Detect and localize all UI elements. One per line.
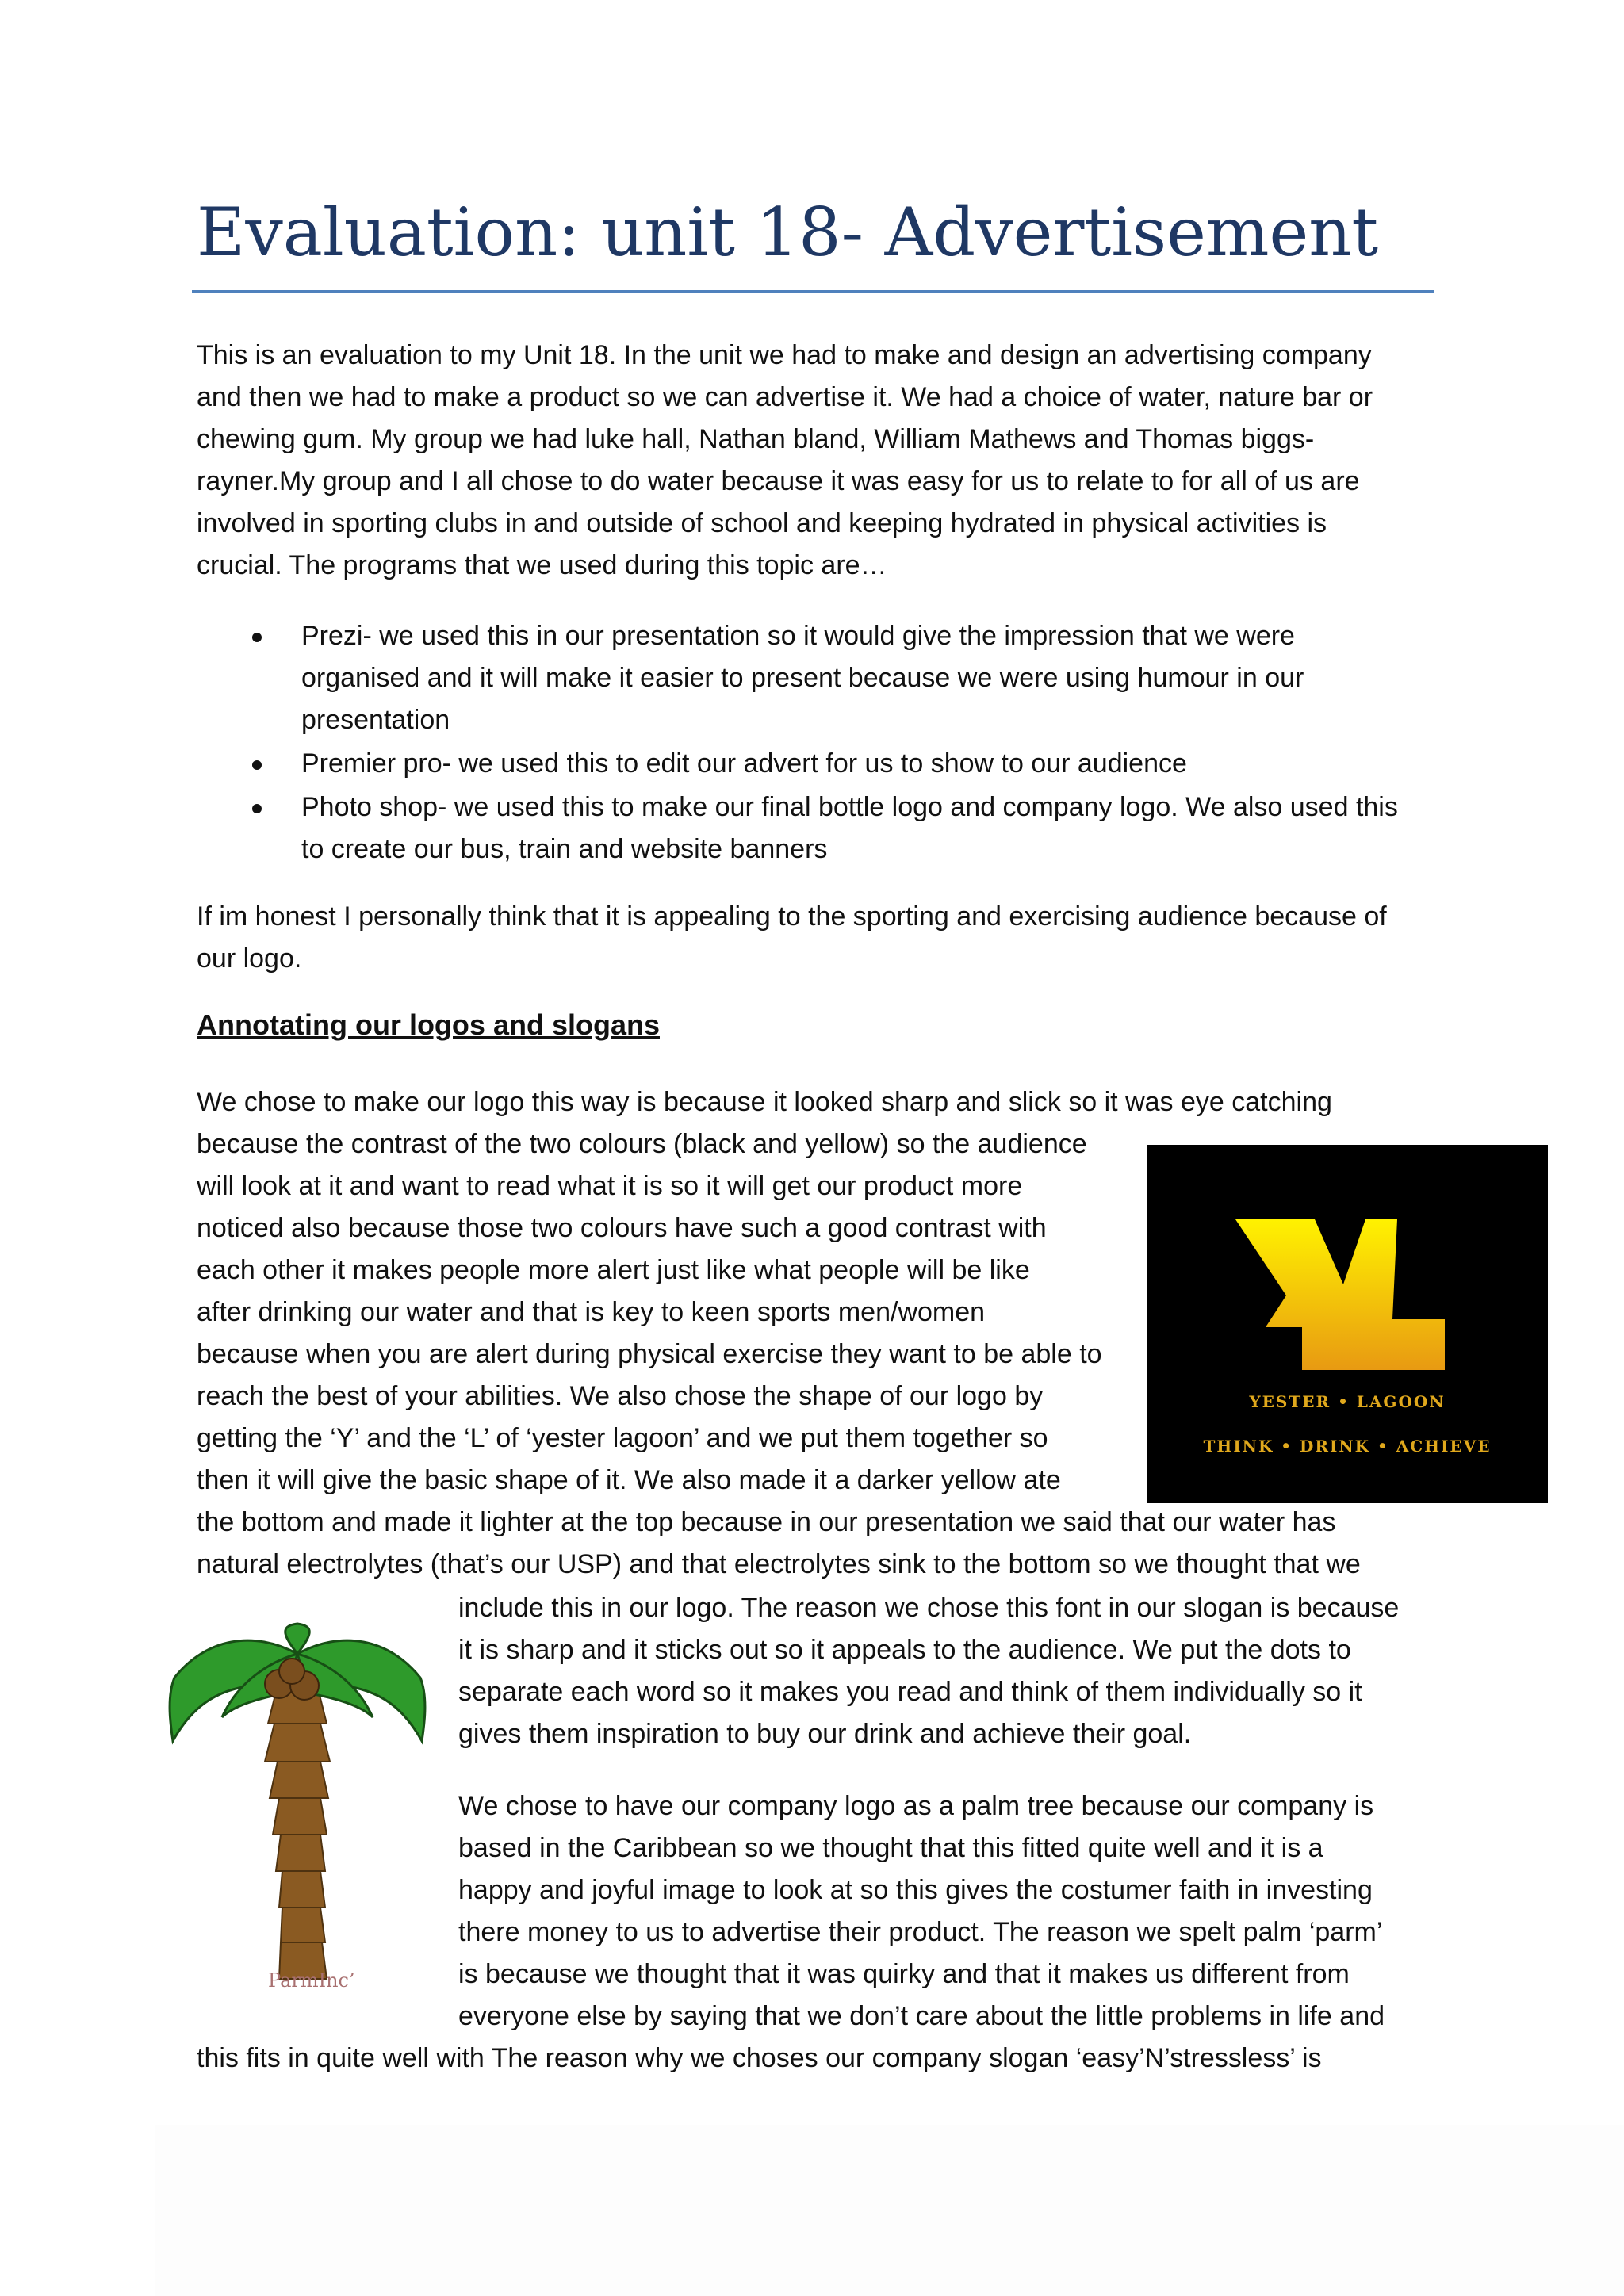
list-item-text: Premier pro- we used this to edit our advert for us to show to our audience bbox=[301, 748, 1187, 779]
closing-line: this fits in quite well with The reason why we choses our company slogan ‘easy’N’stressless’ is bbox=[197, 2043, 1322, 2073]
logo-slogan-text: THINK • DRINK • ACHIEVE bbox=[1203, 1437, 1492, 1456]
list-item bbox=[197, 615, 1450, 741]
yester-lagoon-logo-image bbox=[1147, 1145, 1548, 1503]
page-title: Evaluation: unit 18- Advertisement bbox=[197, 193, 1379, 271]
company-logo-paragraph: We chose to have our company logo as a palm tree because our company is based in the Caribbean so we thought that this fitted quite well and it is a happy and joyful image to look at so this gives the costumer faith in investing there money to us to advertise their product. The reason we spelt palm ‘parm’ is because we thought that it was quirky and that it makes us different from everyone else by saying that we don’t care about the little problems in life and bbox=[458, 1791, 1385, 2031]
palm-logo-caption: ParmInc’ bbox=[268, 1969, 355, 1992]
list-item-text: Prezi- we used this in our presentation so it would give the impression that we were organised and it will make it easier to present because we were using humour in our presentation bbox=[301, 621, 1304, 735]
intro-paragraph: This is an evaluation to my Unit 18. In the unit we had to make and design an advertising company and then we had to make a product so we can advertise it. We had a choice of water, nature bar or chewing gum. My group we had luke hall, Nathan bland, William Mathews and Thomas biggs- rayner.My group and I all chose to do water because it was easy for us to relate to for all of us are involved in sporting clubs in and outside of school and keeping hydrated in physical activities is crucial. The programs that we used during this topic are… bbox=[197, 340, 1373, 580]
list-item bbox=[197, 743, 1450, 785]
palm-tree-logo-image bbox=[159, 1622, 436, 2014]
logo-brand-text: YESTER • LAGOON bbox=[1249, 1392, 1446, 1411]
list-item bbox=[197, 786, 1450, 871]
opinion-paragraph: If im honest I personally think that it is appealing to the sporting and exercising audience because of our logo. bbox=[197, 901, 1387, 974]
slogan-paragraph: include this in our logo. The reason we chose this font in our slogan is because it is sharp and it sticks out so it appeals to the audience. We put the dots to separate each word so it makes you read and think of them individually so it gives them inspiration to buy our drink and achieve their goal. bbox=[458, 1593, 1400, 1749]
bullet-icon bbox=[252, 804, 262, 813]
page-bottom-area bbox=[155, 2125, 1624, 2296]
title-underline bbox=[192, 290, 1434, 293]
programs-list bbox=[197, 615, 1450, 872]
bullet-icon bbox=[252, 633, 262, 642]
section-heading: Annotating our logos and slogans bbox=[197, 1008, 660, 1041]
bullet-icon bbox=[252, 760, 262, 770]
list-item-text: Photo shop- we used this to make our final bottle logo and company logo. We also used this to create our bus, train and website banners bbox=[301, 792, 1398, 864]
logo-paragraph: We chose to make our logo this way is because it looked sharp and slick so it was eye catching because the contrast of the two colours (black and yellow) so the audience will look at it and want to read what it is so it will get our product more noticed also because those two colours have such a good contrast with each other it makes people more alert just like what people will be like after drinking our water and that is key to keen sports men/women because when you are alert during physical exercise they want to be able to reach the best of your abilities. We also chose the shape of our logo by getting the ‘Y’ and the ‘L’ of ‘yester lagoon’ and we put them together so then it will give the basic shape of it. We also made it a darker yellow ate the bottom and made it lighter at the top because in our presentation we said that our water has natural electrolytes (that’s our USP) and that electrolytes sink to the bottom so we thought that we bbox=[197, 1087, 1361, 1579]
